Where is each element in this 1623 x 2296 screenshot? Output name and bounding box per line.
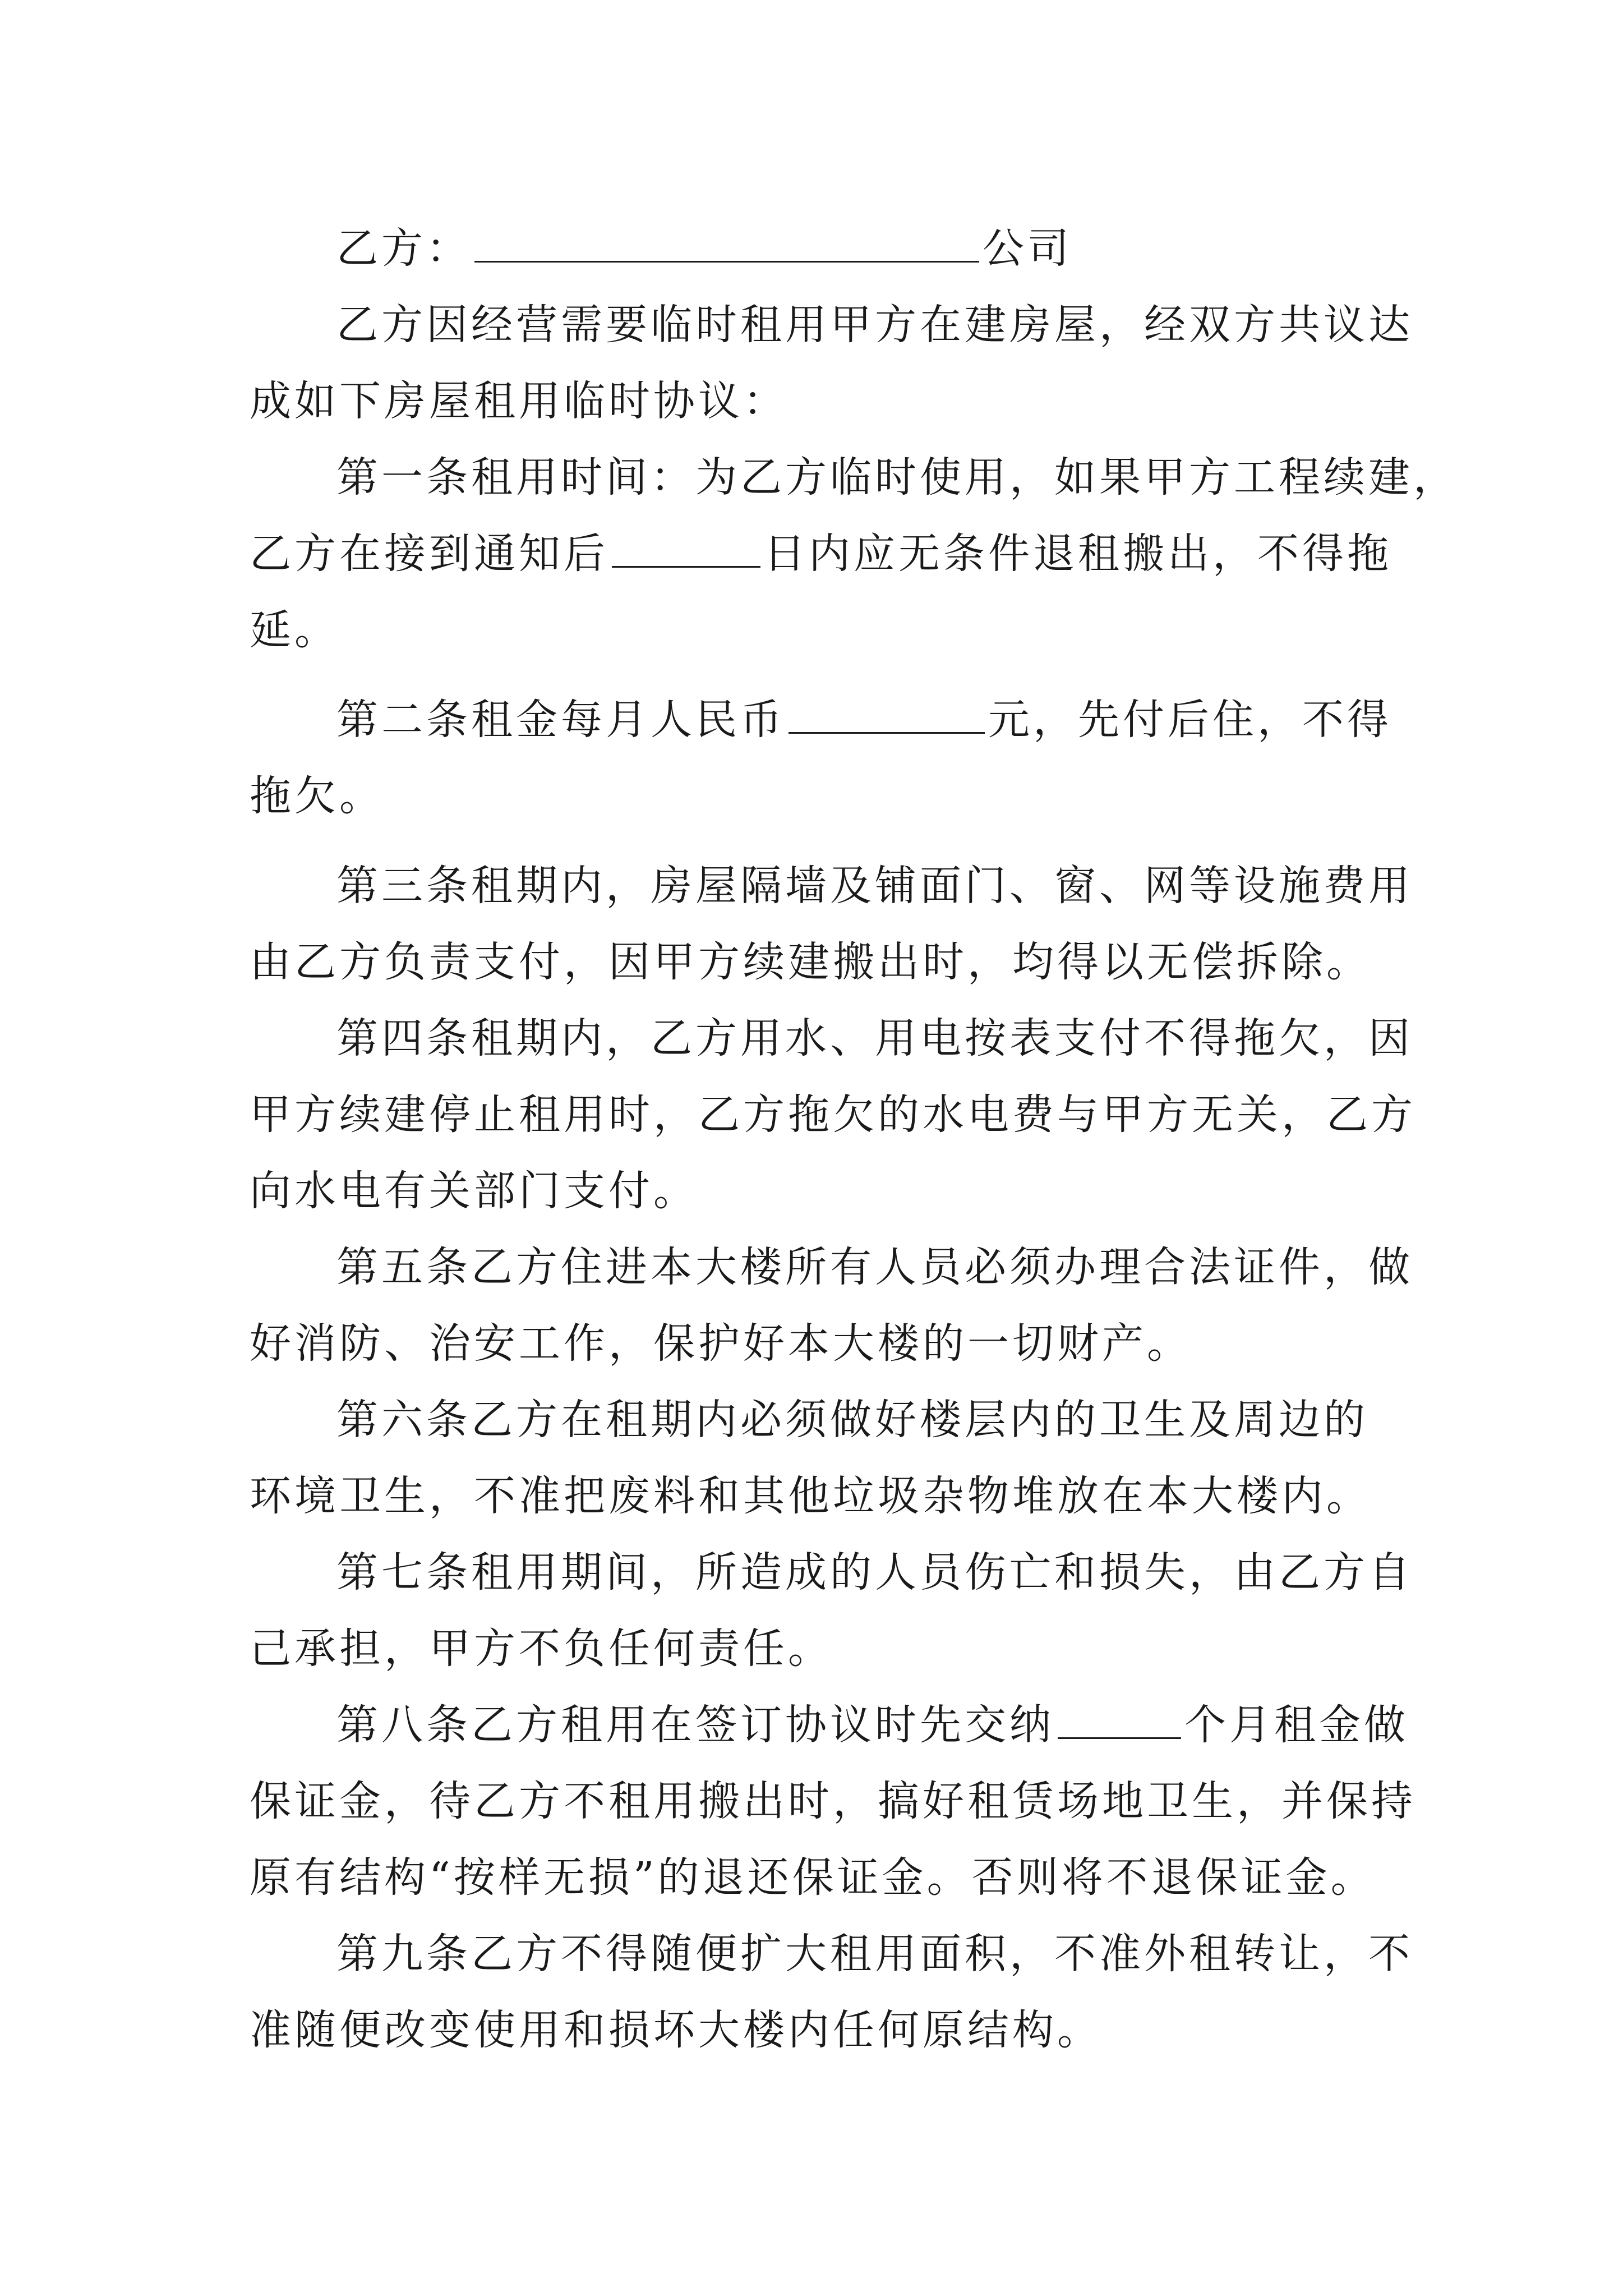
article7-line-2: 己承担，甲方不负任何责任。 bbox=[250, 1625, 833, 1673]
article1-notice-text: 乙方在接到通知后 bbox=[250, 530, 608, 578]
party-b-suffix: 公司 bbox=[983, 224, 1072, 273]
article4-line-3: 向水电有关部门支付。 bbox=[250, 1167, 698, 1215]
article8-months-text: 个月租金做 bbox=[1184, 1701, 1409, 1749]
article8-deposit-text: 第八条乙方租用在签订协议时先交纳 bbox=[336, 1701, 1054, 1749]
article2-line-2: 拖欠。 bbox=[250, 772, 384, 820]
article8-line-3: 原有结构“按样无损”的退还保证金。否则将不退保证金。 bbox=[250, 1853, 1376, 1902]
article2-payment-text: 元，先付后住，不得 bbox=[988, 696, 1392, 744]
article1-vacate-text: 日内应无条件退租搬出，不得拖 bbox=[764, 530, 1392, 578]
article2-line-1 bbox=[250, 682, 1394, 758]
article9-line-2: 准随便改变使用和损坏大楼内任何原结构。 bbox=[250, 2006, 1102, 2054]
party-b-label: 乙方： bbox=[336, 224, 471, 273]
article9-line-1: 第九条乙方不得随便扩大租用面积，不准外租转让，不 bbox=[336, 1930, 1413, 1978]
article8-line-1 bbox=[250, 1687, 1409, 1763]
party-b-line bbox=[250, 210, 1394, 287]
article3-line-1: 第三条租期内，房屋隔墙及铺面门、窗、网等设施费用 bbox=[336, 862, 1413, 910]
article1-line-3: 延。 bbox=[250, 606, 339, 654]
article1-line-2 bbox=[250, 516, 1394, 592]
days-blank bbox=[612, 531, 760, 568]
agreement-body bbox=[250, 210, 1458, 2068]
article1-line-1: 第一条租用时间：为乙方临时使用，如果甲方工程续建， bbox=[336, 453, 1458, 501]
intro-line-1: 乙方因经营需要临时租用甲方在建房屋，经双方共议达 bbox=[336, 301, 1413, 349]
article4-line-1: 第四条租期内，乙方用水、用电按表支付不得拖欠，因 bbox=[336, 1014, 1413, 1062]
article5-line-1: 第五条乙方住进本大楼所有人员必须办理合法证件，做 bbox=[336, 1243, 1413, 1291]
article3-line-2: 由乙方负责支付，因甲方续建搬出时，均得以无偿拆除。 bbox=[250, 938, 1371, 986]
months-blank bbox=[1058, 1703, 1181, 1739]
article7-line-1: 第七条租用期间，所造成的人员伤亡和损失，由乙方自 bbox=[336, 1548, 1413, 1596]
rent-amount-blank bbox=[789, 697, 985, 734]
article6-line-1: 第六条乙方在租期内必须做好楼层内的卫生及周边的 bbox=[336, 1396, 1368, 1444]
article5-line-2: 好消防、治安工作，保护好本大楼的一切财产。 bbox=[250, 1319, 1192, 1368]
article4-line-2: 甲方续建停止租用时，乙方拖欠的水电费与甲方无关，乙方 bbox=[250, 1091, 1416, 1139]
intro-line-2: 成如下房屋租用临时协议： bbox=[250, 377, 788, 425]
party-b-name-blank bbox=[474, 226, 979, 263]
article2-rent-text: 第二条租金每月人民币 bbox=[336, 696, 785, 744]
article6-line-2: 环境卫生，不准把废料和其他垃圾杂物堆放在本大楼内。 bbox=[250, 1472, 1371, 1520]
article8-line-2: 保证金，待乙方不租用搬出时，搞好租赁场地卫生，并保持 bbox=[250, 1777, 1416, 1825]
